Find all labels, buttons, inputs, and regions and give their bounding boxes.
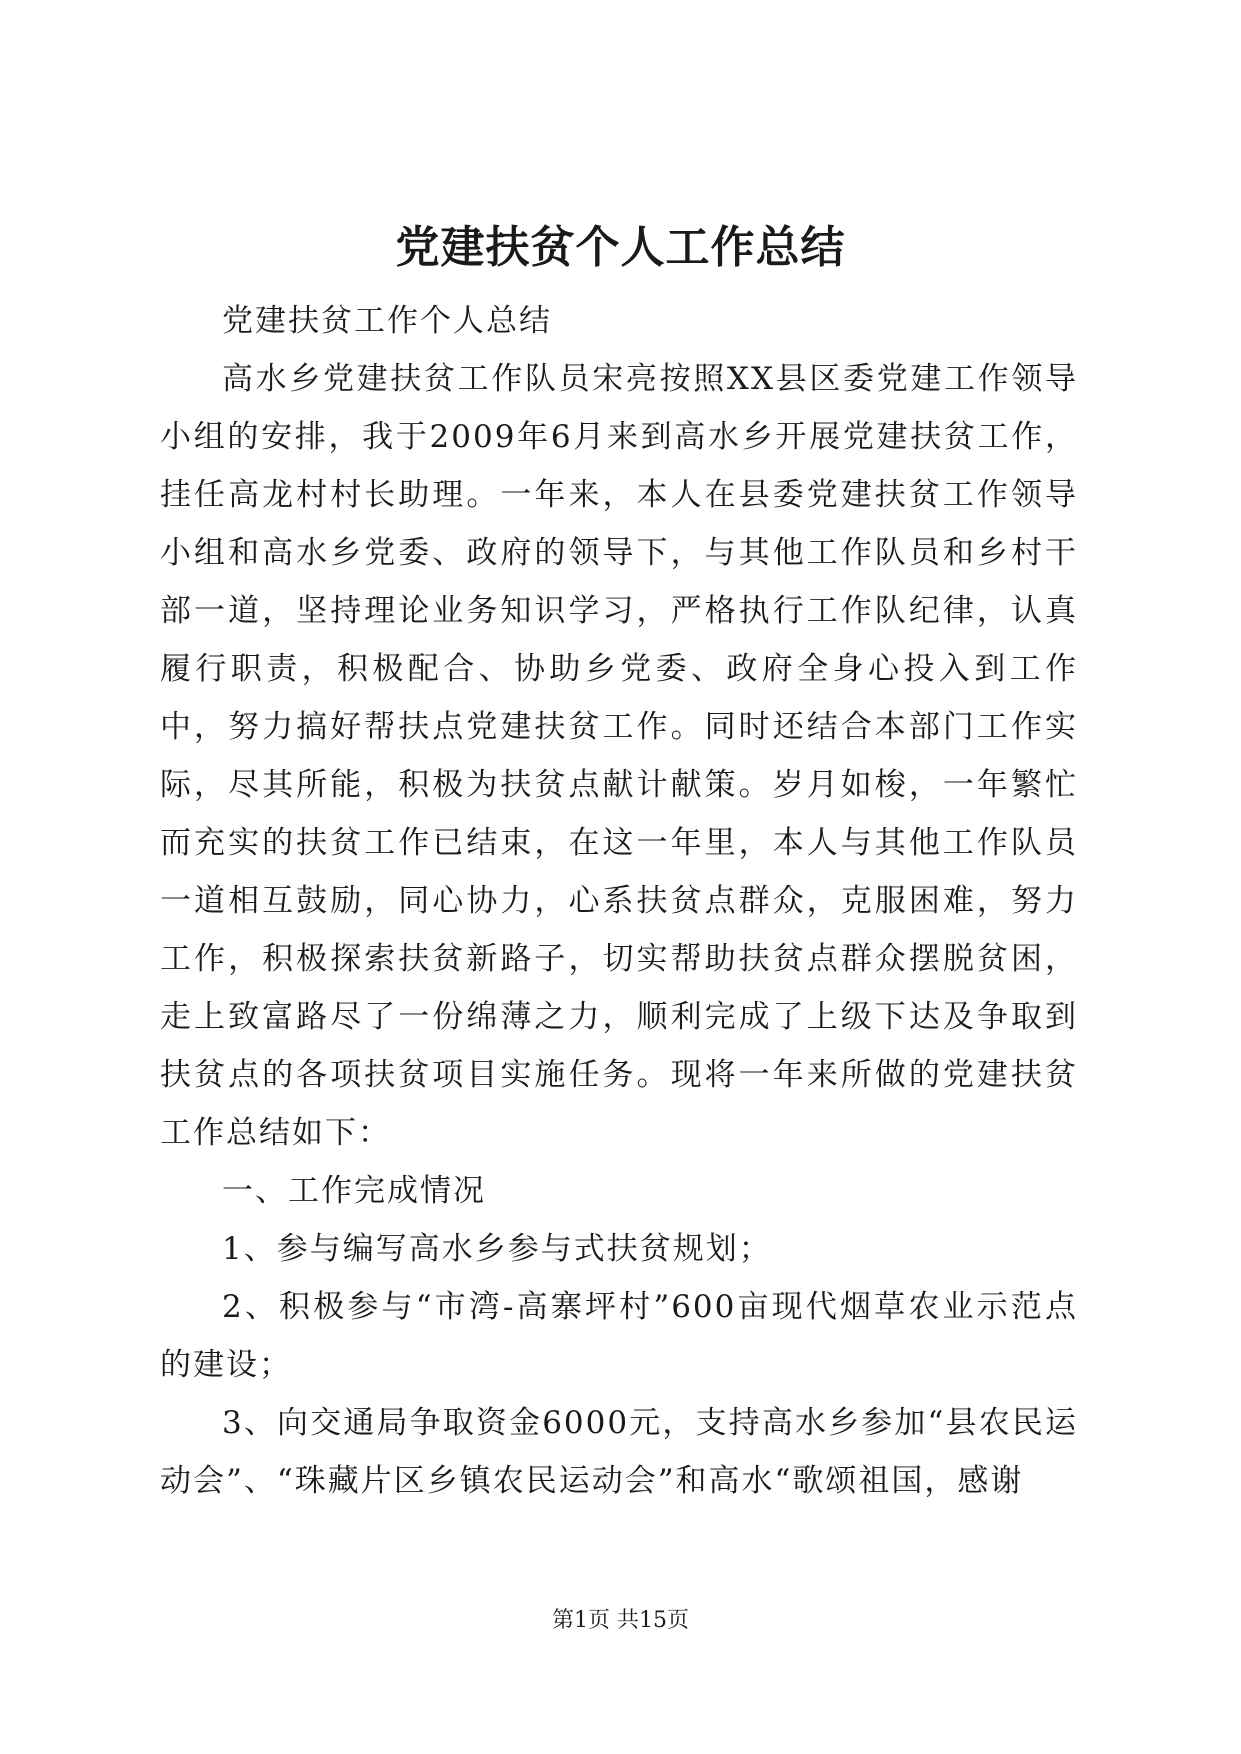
intro-paragraph: 高水乡党建扶贫工作队员宋亮按照XX县区委党建工作领导小组的安排，我于2009年6月来到高水乡开展党建扶贫工作，挂任高龙村村长助理。一年来，本人在县委党建扶贫工作领导小组和高水乡党委、政府的领导下，与其他工作队员和乡村干部一道，坚持理论业务知识学习，严格执行工作队纪律，认真履行职责，积极配合、协助乡党委、政府全身心投入到工作中，努力搞好帮扶点党建扶贫工作。同时还结合本部门工作实际，尽其所能，积极为扶贫点献计献策。岁月如梭，一年繁忙而充实的扶贫工作已结束，在这一年里，本人与其他工作队员一道相互鼓励，同心协力，心系扶贫点群众，克服困难，努力工作，积极探索扶贫新路子，切实帮助扶贫点群众摆脱贫困，走上致富路尽了一份绵薄之力，顺利完成了上级下达及争取到扶贫点的各项扶贫项目实施任务。现将一年来所做的党建扶贫工作总结如下： — [160, 361, 1078, 1151]
section-heading: 一、工作完成情况 — [222, 1173, 486, 1209]
document-body — [160, 292, 1078, 1510]
page-number-footer: 第1页 共15页 — [552, 1608, 689, 1633]
document-title: 党建扶贫个人工作总结 — [395, 222, 846, 273]
subtitle-paragraph: 党建扶贫工作个人总结 — [222, 303, 552, 339]
list-item-1: 1、参与编写高水乡参与式扶贫规划； — [222, 1231, 772, 1267]
list-item-3: 3、向交通局争取资金6000元，支持高水乡参加“县农民运动会”、“珠藏片区乡镇农民运动会”和高水“歌颂祖国，感谢 — [160, 1405, 1078, 1499]
list-item-2: 2、积极参与“市湾-高寨坪村”600亩现代烟草农业示范点的建设； — [160, 1289, 1078, 1383]
